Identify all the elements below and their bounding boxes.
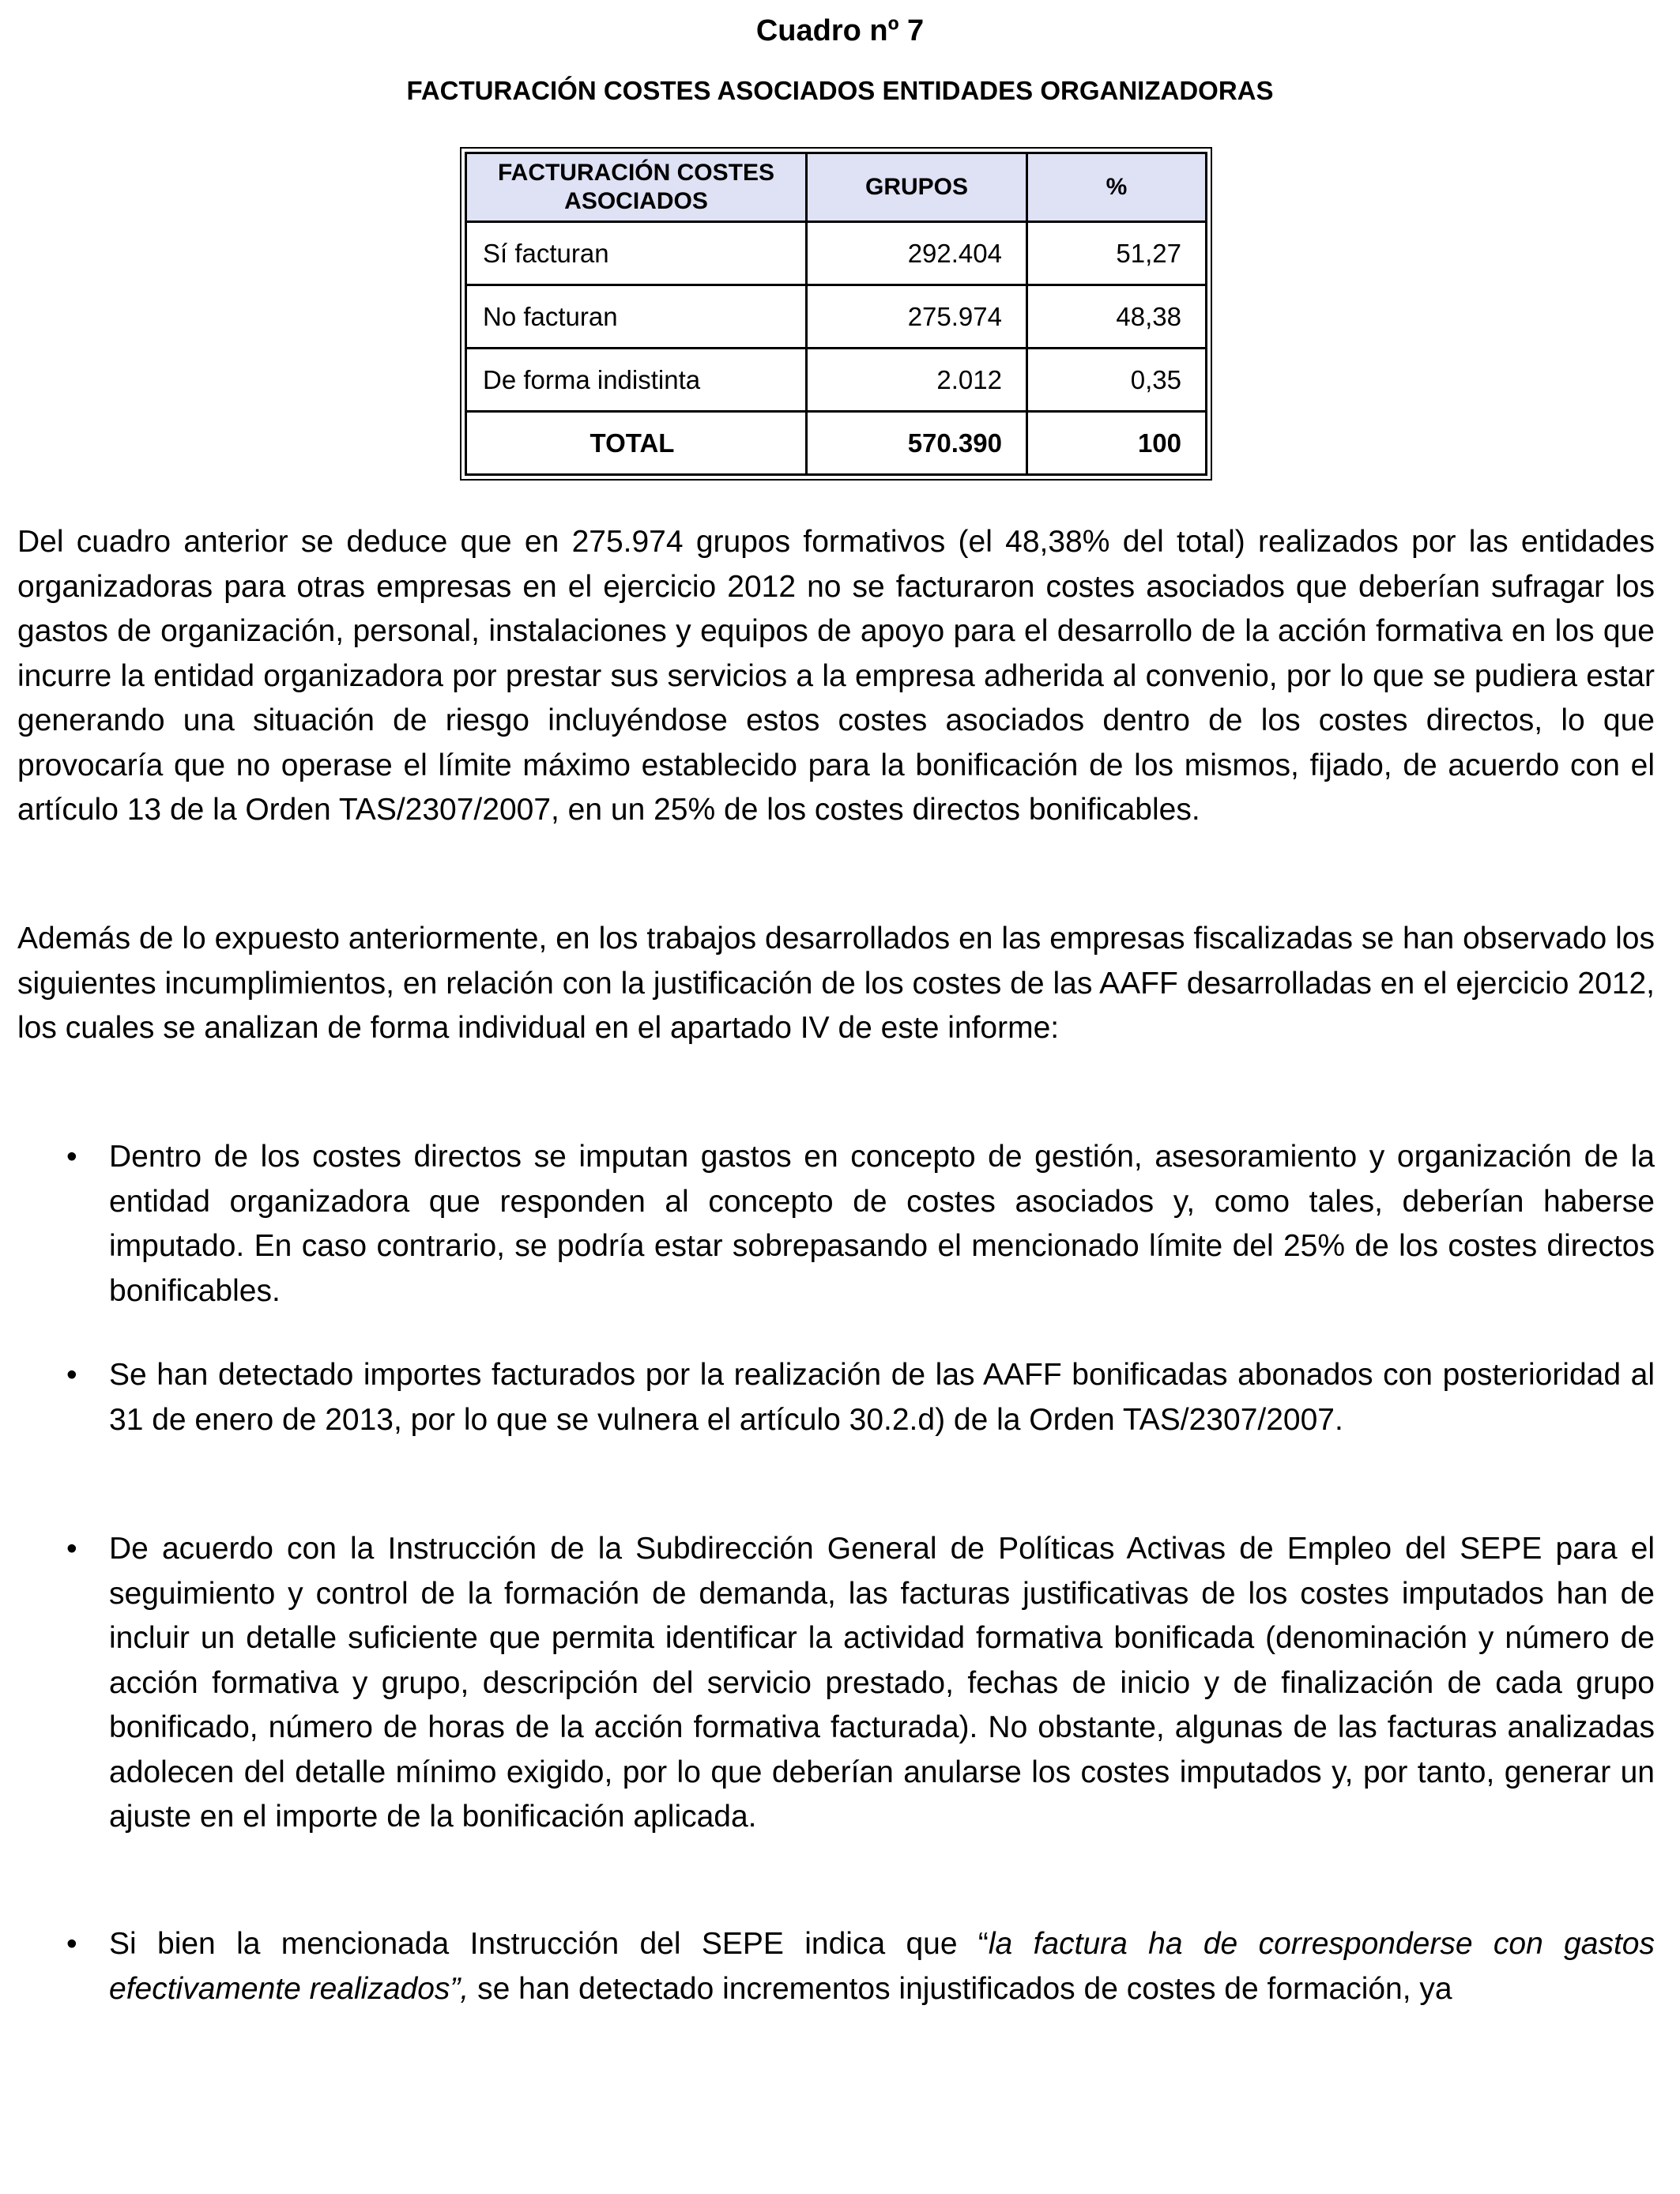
bullet-text-intro: Si bien la mencionada Instrucción del SEPE indica que “ bbox=[109, 1927, 989, 1961]
table-header-row bbox=[466, 153, 1207, 222]
row-percent: 0,35 bbox=[1027, 349, 1207, 412]
bullet-text-quote: la factura ha de corresponderse con gastos efectivamente realizados”, bbox=[109, 1927, 1655, 2006]
header-percent: % bbox=[1027, 153, 1207, 222]
page-title: Cuadro nº 7 bbox=[755, 14, 925, 47]
table-row bbox=[466, 222, 1207, 285]
row-label: Sí facturan bbox=[466, 222, 807, 285]
billing-table-grid bbox=[465, 152, 1207, 476]
billing-table bbox=[460, 147, 1212, 481]
bullet-icon: • bbox=[66, 1532, 77, 1566]
table-row bbox=[466, 285, 1207, 349]
header-billing: FACTURACIÓN COSTES ASOCIADOS bbox=[466, 153, 807, 222]
bullet-text: De acuerdo con la Instrucción de la Subdirección General de Políticas Activas de Empleo del SEPE para el seguimiento y control de la formación de demanda, las facturas justificativas de los costes imputados han de incluir un detalle suficiente que permita identificar la actividad formativa bonificada (denominación y número de acción formativa y grupo, descripción del servicio prestado, fechas de inicio y de finalización de cada grupo bonificado, número de horas de la acción formativa facturada). No obstante, algunas de las facturas analizadas adolecen del detalle mínimo exigido, por lo que deberían anularse los costes imputados y, por tanto, generar un ajuste en el importe de la bonificación aplicada. bbox=[109, 1532, 1655, 1834]
row-percent: 48,38 bbox=[1027, 285, 1207, 349]
row-percent: 51,27 bbox=[1027, 222, 1207, 285]
table-total-row bbox=[466, 412, 1207, 475]
bullet-text bbox=[109, 1922, 1655, 2011]
bullet-text: Dentro de los costes directos se imputan gastos en concepto de gestión, asesoramiento y organización de la entidad organizadora que responden al concepto de costes asociados y, como tales, deberían haberse imputado. En caso contrario, se podría estar sobrepasando el mencionado límite del 25% de los costes directos bonificables. bbox=[109, 1140, 1655, 1308]
row-groups: 2.012 bbox=[807, 349, 1027, 412]
row-groups: 292.404 bbox=[807, 222, 1027, 285]
bullet-icon: • bbox=[66, 1927, 77, 1961]
paragraph-findings-intro: Además de lo expuesto anteriormente, en los trabajos desarrollados en las empresas fiscalizadas se han observado los siguientes incumplimientos, en relación con la justificación de los costes de las AAFF desarrolladas en el ejercicio 2012, los cuales se analizan de forma individual en el apartado IV de este informe: bbox=[17, 922, 1655, 1045]
header-groups: GRUPOS bbox=[807, 153, 1027, 222]
bullet-text-rest: se han detectado incrementos injustificados de costes de formación, ya bbox=[469, 1971, 1452, 2006]
row-groups: 275.974 bbox=[807, 285, 1027, 349]
bullet-text: Se han detectado importes facturados por la realización de las AAFF bonificadas abonados con posterioridad al 31 de enero de 2013, por lo que se vulnera el artículo 30.2.d) de la Orden TAS/2307/2007. bbox=[109, 1358, 1655, 1437]
total-percent: 100 bbox=[1027, 412, 1207, 475]
total-groups: 570.390 bbox=[807, 412, 1027, 475]
bullet-icon: • bbox=[66, 1140, 77, 1174]
table-caption: FACTURACIÓN COSTES ASOCIADOS ENTIDADES ORGANIZADORAS bbox=[406, 76, 1274, 105]
row-label: No facturan bbox=[466, 285, 807, 349]
bullet-icon: • bbox=[66, 1358, 77, 1392]
table-row bbox=[466, 349, 1207, 412]
paragraph-analysis: Del cuadro anterior se deduce que en 275.974 grupos formativos (el 48,38% del total) realizados por las entidades organizadoras para otras empresas en el ejercicio 2012 no se facturaron costes asociados que deberían sufragar los gastos de organización, personal, instalaciones y equipos de apoyo para el desarrollo de la acción formativa en los que incurre la entidad organizadora por prestar sus servicios a la empresa adherida al convenio, por lo que se pudiera estar generando una situación de riesgo incluyéndose estos costes asociados dentro de los costes directos, lo que provocaría que no operase el límite máximo establecido para la bonificación de los mismos, fijado, de acuerdo con el artículo 13 de la Orden TAS/2307/2007, en un 25% de los costes directos bonificables. bbox=[17, 525, 1655, 827]
total-label: TOTAL bbox=[466, 412, 807, 475]
row-label: De forma indistinta bbox=[466, 349, 807, 412]
